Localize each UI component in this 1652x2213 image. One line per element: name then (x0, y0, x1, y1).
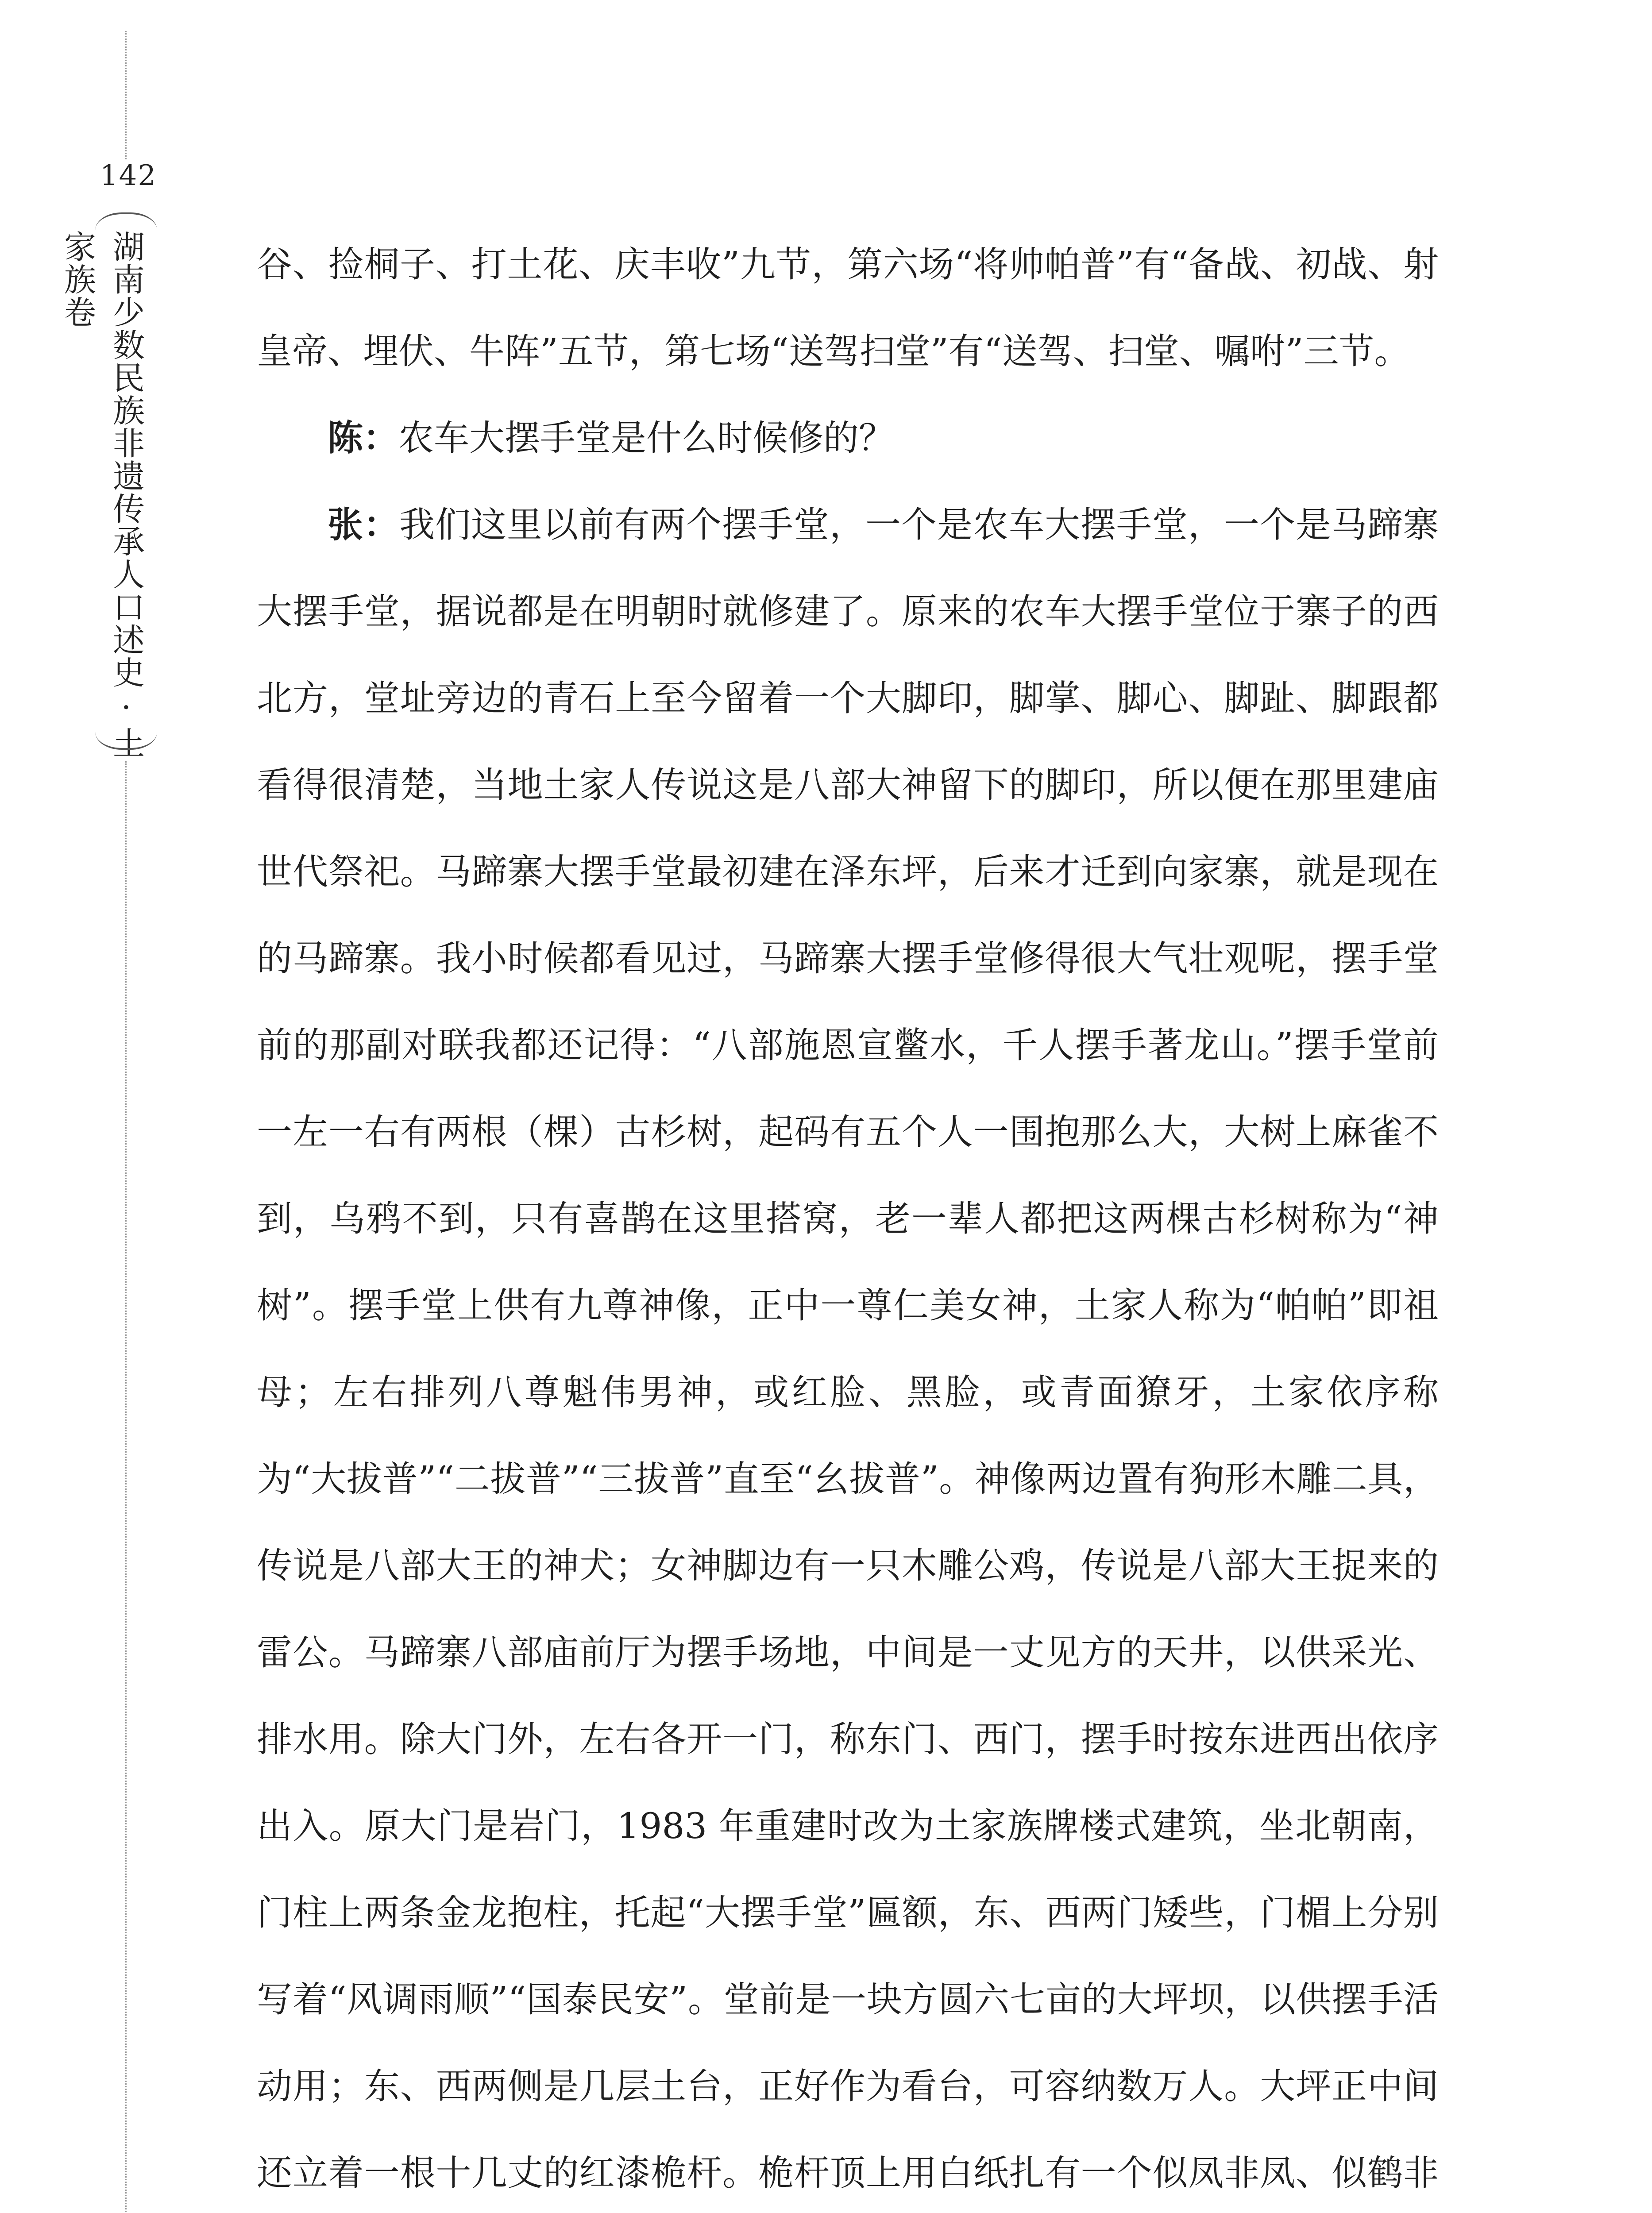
paragraph-answer (257, 482, 1439, 2213)
paragraph-continuation (257, 221, 1439, 395)
paragraph-text: 我们这里以前有两个摆手堂，一个是农车大摆手堂，一个是马蹄寨大摆手堂，据说都是在明朝时就修建了。原来的农车大摆手堂位于寨子的西北方，堂址旁边的青石上至今留着一个大脚印，脚掌、脚心、脚趾、脚跟都看得很清楚，当地土家人传说这是八部大神留下的脚印，所以便在那里建庙世代祭祀。马蹄寨大摆手堂最初建在泽东坪，后来才迁到向家寨，就是现在的马蹄寨。我小时候都看见过，马蹄寨大摆手堂修得很大气壮观呢，摆手堂前的那副对联我都还记得：“八部施恩宣鳖水，千人摆手著龙山。”摆手堂前一左一右有两根（棵）古杉树，起码有五个人一围抱那么大，大树上麻雀不到，乌鸦不到，只有喜鹊在这里搭窝，老一辈人都把这两棵古杉树称为“神树”。摆手堂上供有九尊神像，正中一尊仁美女神，土家人称为“帕帕”即祖母；左右排列八尊魁伟男神，或红脸、黑脸，或青面獠牙，土家依序称为“大拔普”“二拔普”“三拔普”直至“幺拔普”。神像两边置有狗形木雕二具，传说是八部大王的神犬；女神脚边有一只木雕公鸡，传说是八部大王捉来的雷公。马蹄寨八部庙前厅为摆手场地，中间是一丈见方的天井，以供采光、排水用。除大门外，左右各开一门，称东门、西门，摆手时按东进西出依序出入。原大门是岩门，1983 年重建时改为土家族牌楼式建筑，坐北朝南，门柱上两条金龙抱柱，托起“大摆手堂”匾额，东、西两门矮些，门楣上分别写着“风调雨顺”“国泰民安”。堂前是一块方圆六七亩的大坪坝，以供摆手活动用；东、西两侧是几层土台，正好作为看台，可容纳数万人。大坪正中间还立着一根十几丈的红漆桅杆。桅杆顶上用白纸扎有一个似凤非凤、似鹤非 (257, 504, 1439, 2194)
running-head-series-title: 湖南少数民族非遗传承人口述史·土家族卷 (59, 230, 145, 760)
running-head-bracket-top (95, 212, 157, 232)
margin-rule-top (125, 31, 127, 159)
page-number: 142 (100, 159, 157, 192)
paragraph-text: 谷、捡桐子、打土花、庆丰收”九节，第六场“将帅帕普”有“备战、初战、射皇帝、埋伏、牛阵”五节，第七场“送驾扫堂”有“送驾、扫堂、嘱咐”三节。 (257, 244, 1439, 372)
speaker-label: 陈： (328, 417, 398, 459)
margin-rule-bottom (125, 761, 127, 2213)
page-body (257, 221, 1439, 2213)
paragraph-question (257, 395, 1439, 482)
paragraph-text: 农车大摆手堂是什么时候修的？ (398, 417, 894, 459)
speaker-label: 张： (328, 504, 399, 545)
